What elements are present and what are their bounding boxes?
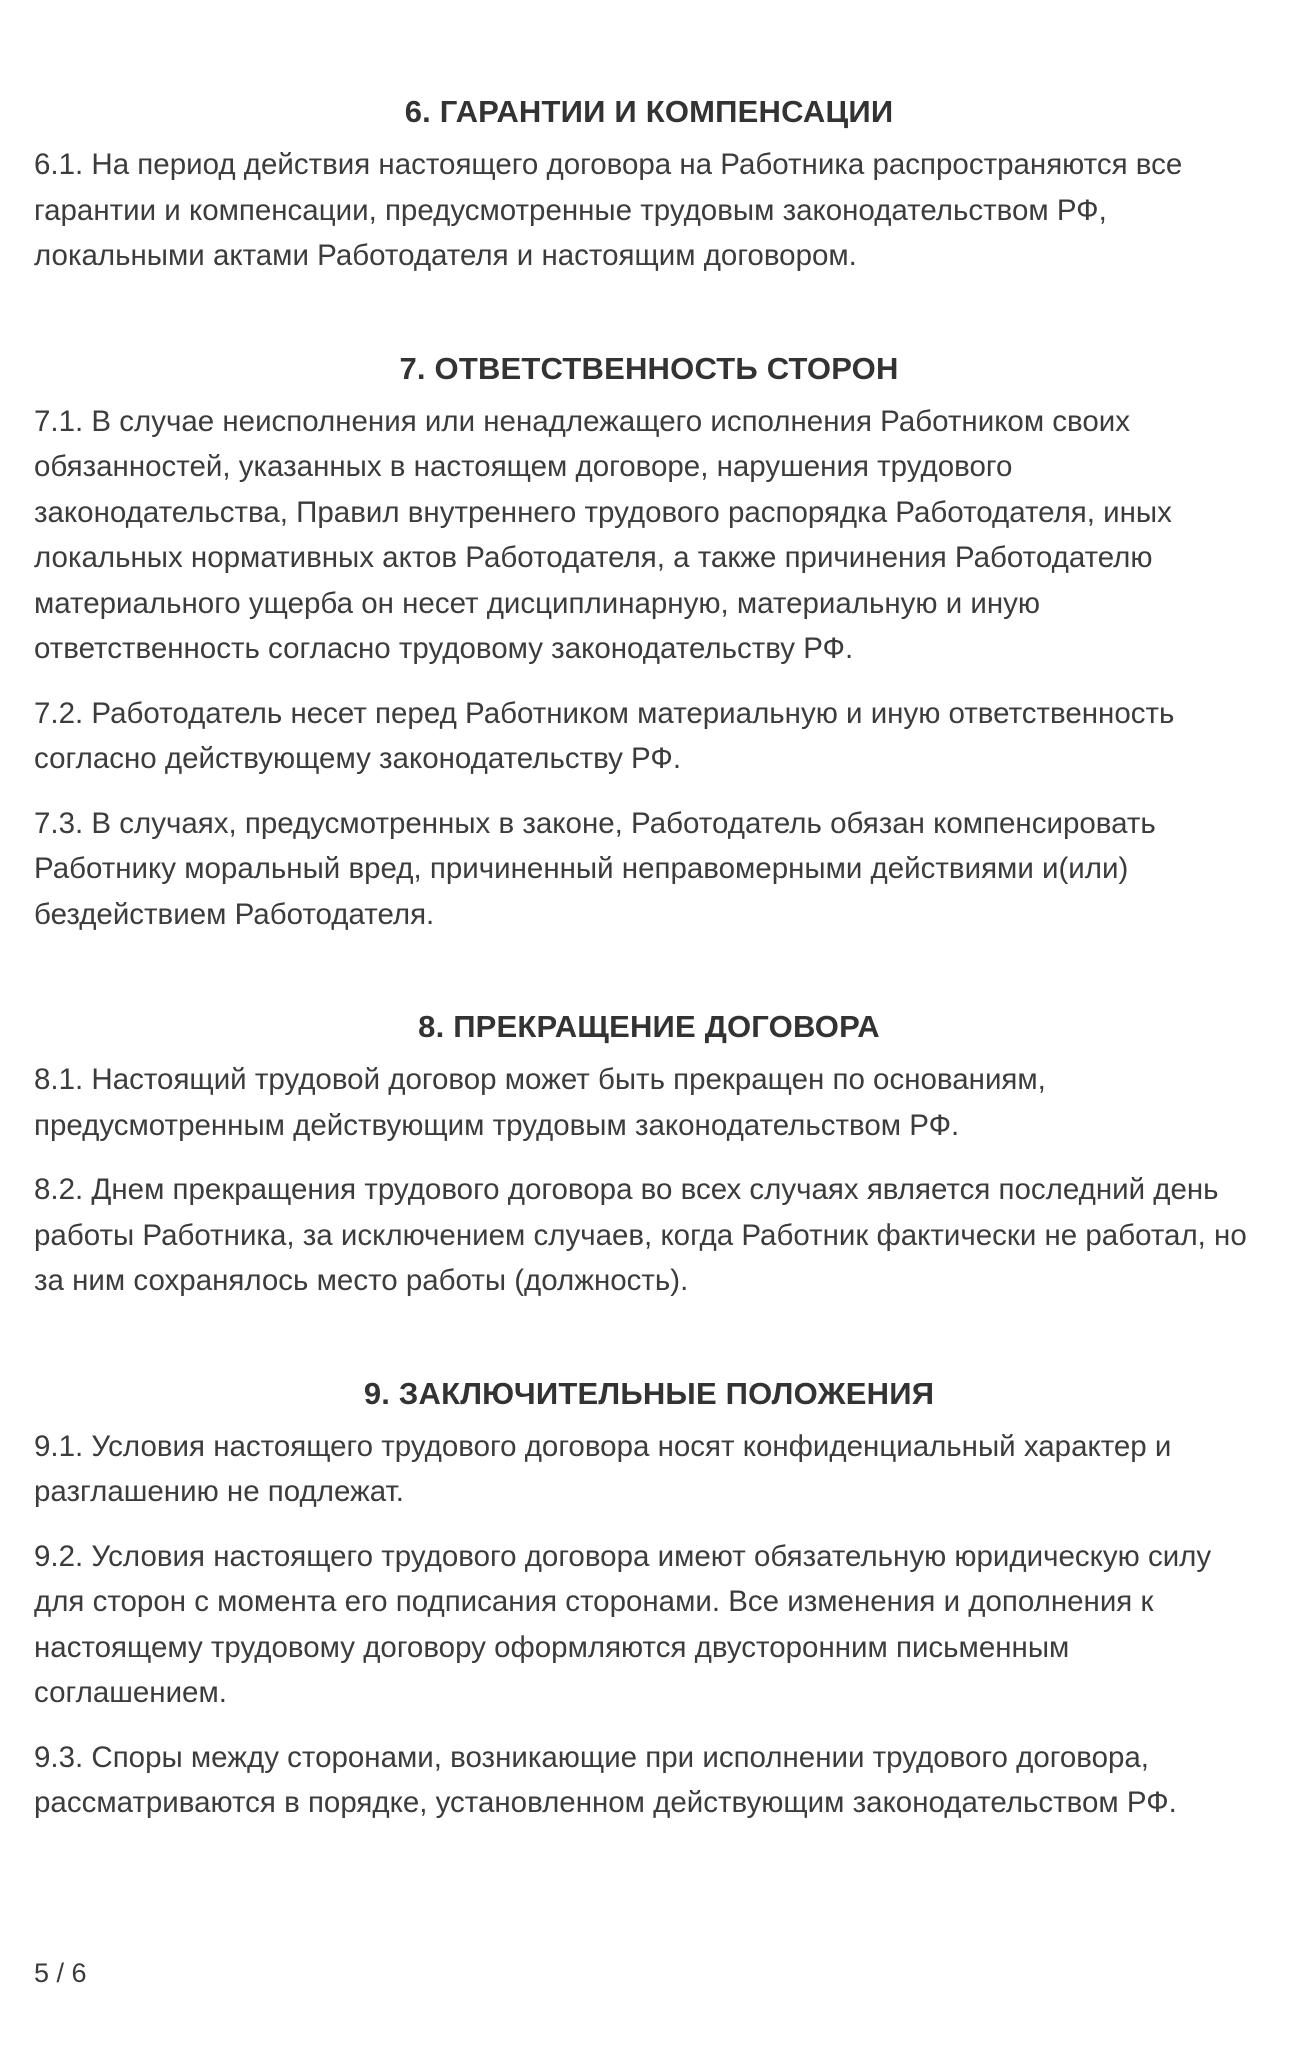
clause-9-3: 9.3. Споры между сторонами, возникающие при исполнении трудового договора, рассматриваются в порядке, установленном действующим законодательством РФ.	[34, 1740, 1177, 1819]
clause-9-1: 9.1. Условия настоящего трудового договора носят конфиденциальный характер и разглашению не подлежат.	[34, 1429, 1172, 1508]
clause-8-2: 8.2. Днем прекращения трудового договора во всех случаях является последний день работы Работника, за исключением случаев, когда Работник фактически не работал, но за ним сохранялось место работы (должность).	[34, 1173, 1247, 1297]
section-title: 7. ОТВЕТСТВЕННОСТЬ СТОРОН	[399, 350, 899, 386]
section-guarantees	[34, 88, 1264, 279]
section-title: 6. ГАРАНТИИ И КОМПЕНСАЦИИ	[404, 94, 894, 129]
page-number: 5 / 6	[34, 1958, 87, 1988]
section-liability	[34, 345, 1264, 938]
section-title: 9. ЗАКЛЮЧИТЕЛЬНЫЕ ПОЛОЖЕНИЯ	[363, 1375, 935, 1411]
clause-7-3: 7.3. В случаях, предусмотренных в законе, Работодатель обязан компенсировать Работнику моральный вред, причиненный неправомерными действиями и(или) бездействием Работодателя.	[34, 806, 1156, 931]
clause-7-2: 7.2. Работодатель несет перед Работником материальную и иную ответственность согласно действующему законодательству РФ.	[34, 696, 1175, 775]
section-final-provisions	[34, 1370, 1264, 1826]
clause-8-1: 8.1. Настоящий трудовой договор может быть прекращен по основаниям, предусмотренным действующим трудовым законодательством РФ.	[34, 1063, 1046, 1142]
section-title: 8. ПРЕКРАЩЕНИЕ ДОГОВОРА	[418, 1009, 880, 1044]
document-page	[34, 88, 1264, 1826]
clause-9-2: 9.2. Условия настоящего трудового договора имеют обязательную юридическую силу для сторон с момента его подписания сторонами. Все изменения и дополнения к настоящему трудовому договору оформляются двусторонним письменным соглашением.	[34, 1539, 1212, 1709]
section-termination	[34, 1003, 1264, 1304]
clause-6-1: 6.1. На период действия настоящего договора на Работника распространяются все гарантии и компенсации, предусмотренные трудовым законодательством РФ, локальными актами Работодателя и настоящим договором.	[34, 148, 1183, 272]
clause-7-1: 7.1. В случае неисполнения или ненадлежащего исполнения Работником своих обязанностей, указанных в настоящем договоре, нарушения трудового законодательства, Правил внутреннего трудового распорядка Работодателя, иных локальных нормативных актов Работодателя, а также причинения Работодателю материального ущерба он несет дисциплинарную, материальную и иную ответственность согласно трудовому законодательству РФ.	[34, 404, 1172, 665]
